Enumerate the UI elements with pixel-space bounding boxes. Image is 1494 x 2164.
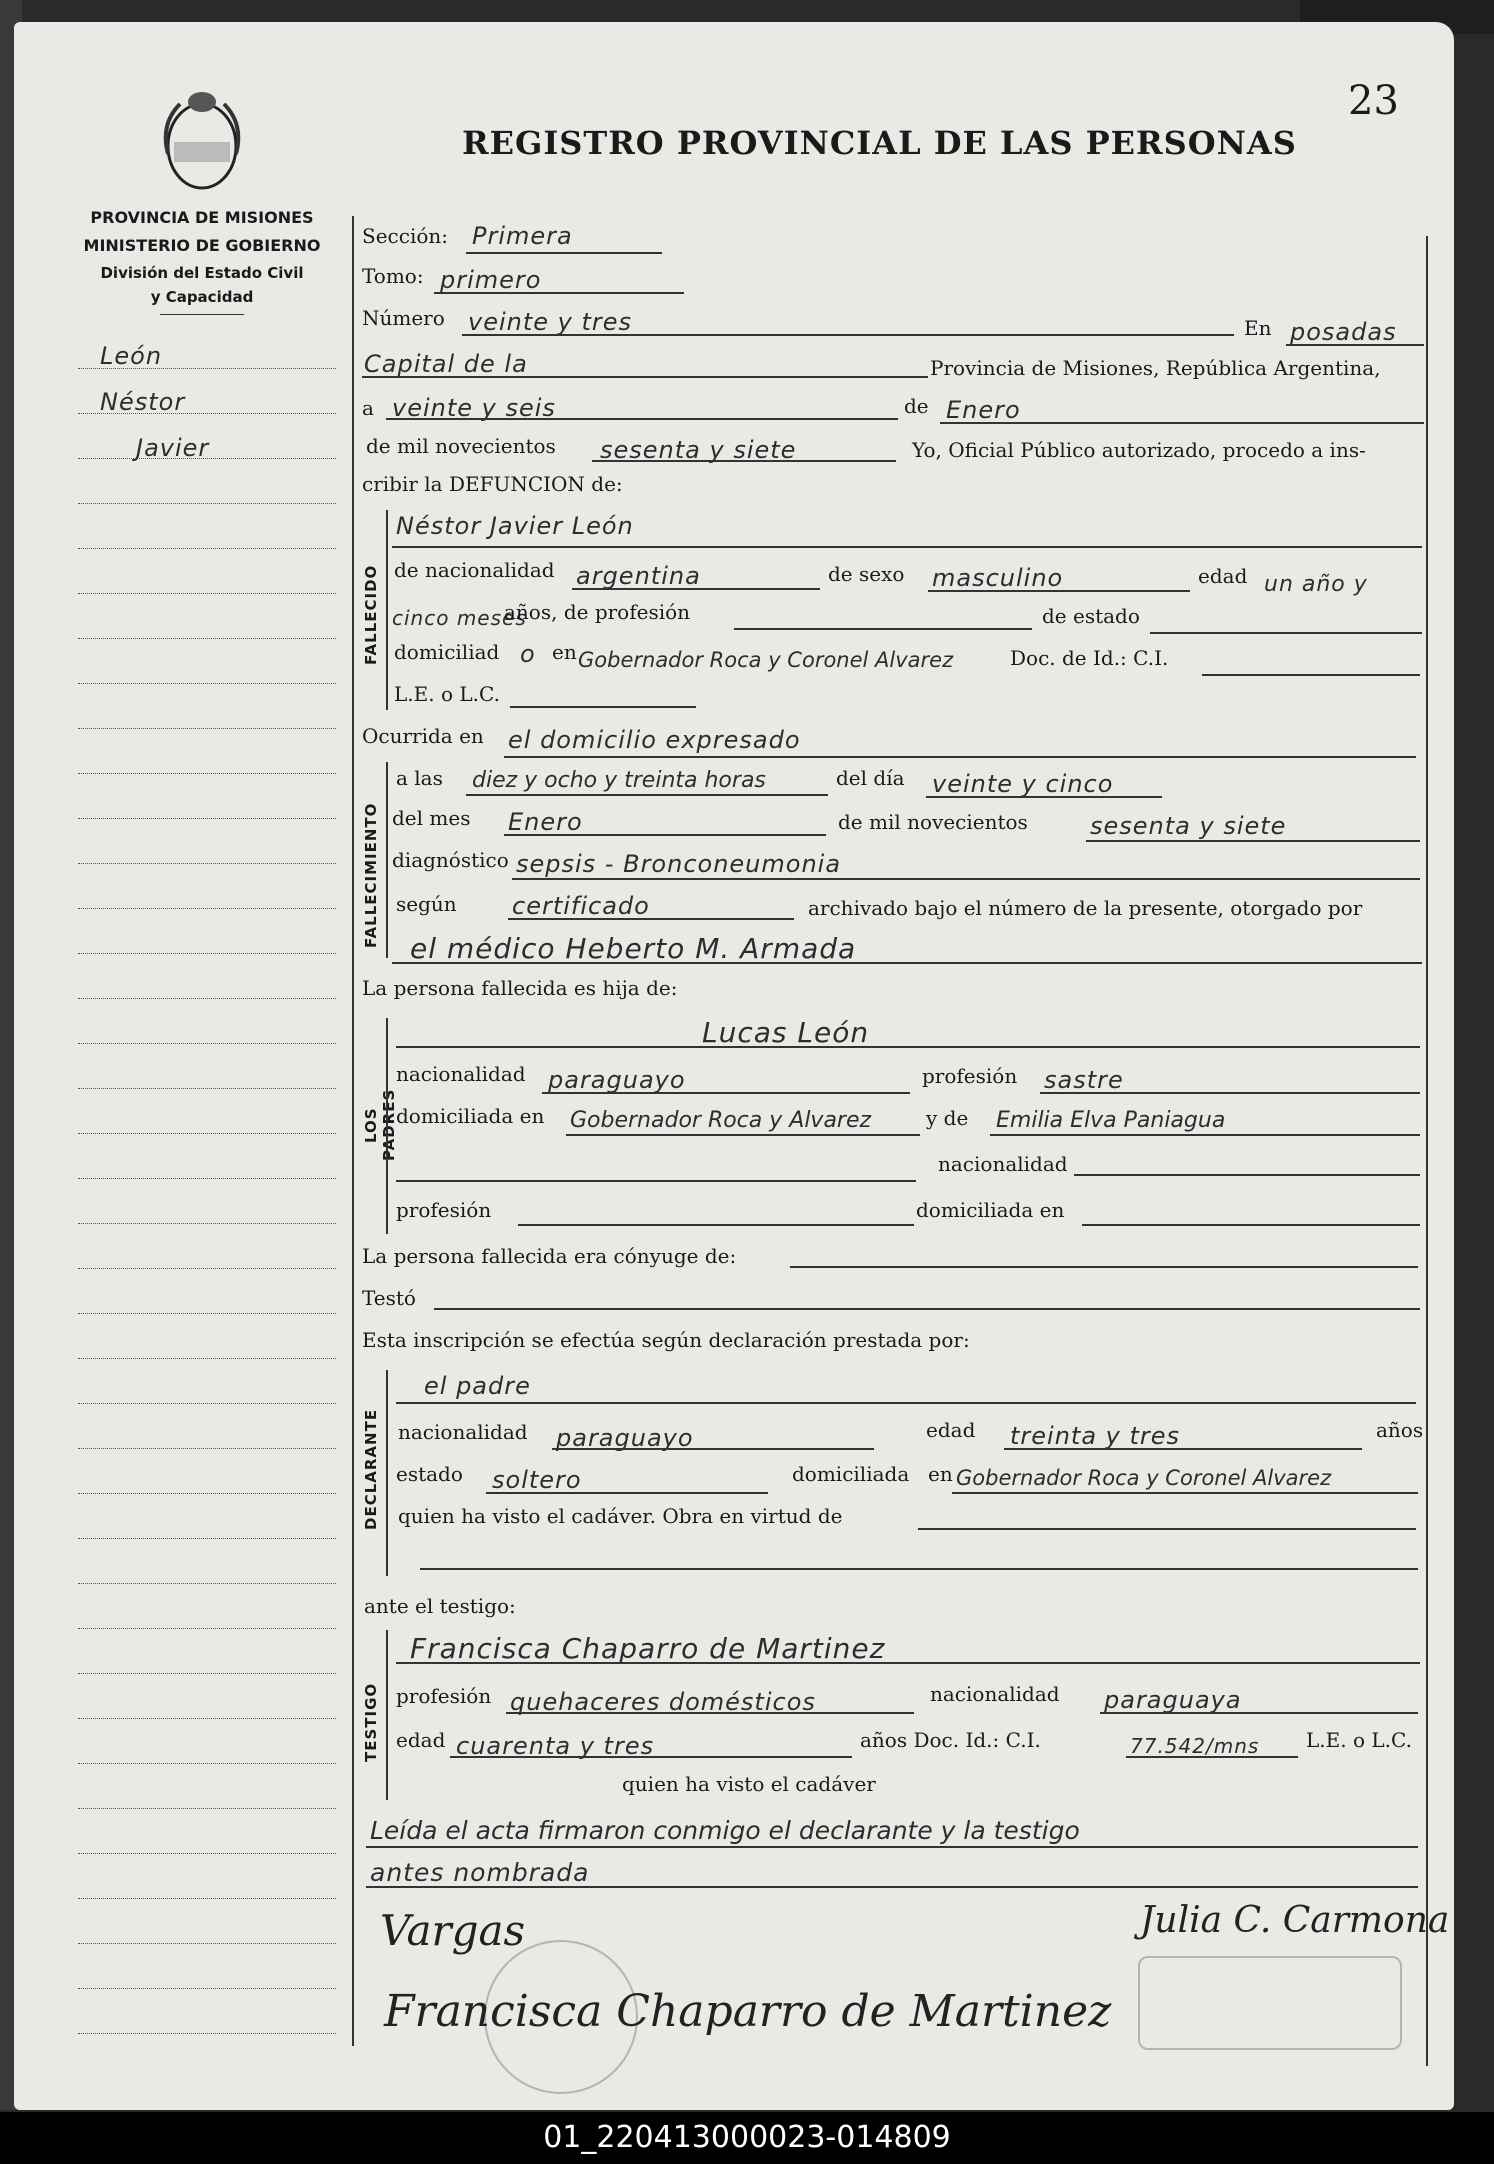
medico-line (392, 962, 1422, 964)
a-label: a (362, 396, 374, 420)
testigo-bar (386, 1630, 388, 1800)
margin-ruled-line (78, 1988, 336, 1989)
a-las-value: diez y ocho y treinta horas (472, 768, 766, 793)
declarante-blank-line (420, 1568, 1418, 1570)
de-label: de (904, 394, 929, 418)
testigo-nacionalidad-label: nacionalidad (930, 1682, 1060, 1706)
margin-ruled-line (78, 1808, 336, 1809)
fallecido-edad-value: un año y (1264, 572, 1368, 597)
diagnostico-label: diagnóstico (392, 848, 509, 872)
crest-line-4: y Capacidad (150, 288, 254, 306)
capital-line (362, 376, 928, 378)
a-value: veinte y seis (392, 394, 556, 422)
margin-divider (352, 216, 354, 2046)
padre-profesion-value: sastre (1044, 1066, 1124, 1094)
testigo-name-line (396, 1662, 1420, 1664)
page-title: REGISTRO PROVINCIAL DE LAS PERSONAS (462, 124, 1297, 162)
numero-label: Número (362, 306, 445, 330)
closing-line-2: antes nombrada (370, 1858, 590, 1887)
margin-ruled-line (78, 413, 336, 414)
margin-ruled-line (78, 1268, 336, 1269)
declarante-nacionalidad-value: paraguayo (556, 1424, 694, 1452)
conyuge-text: La persona fallecida era cónyuge de: (362, 1244, 737, 1268)
margin-ruled-line (78, 1403, 336, 1404)
testigo-visto-text: quien ha visto el cadáver (622, 1772, 876, 1796)
fallecido-doc-line (1202, 674, 1420, 676)
hija-text: La persona fallecida es hija de: (362, 976, 678, 1000)
signature-3: Francisca Chaparro de Martinez (384, 1986, 1112, 2037)
declarante-anos-label: años (1376, 1418, 1424, 1442)
madre-name: Emilia Elva Paniagua (996, 1108, 1226, 1133)
fallecido-doc-label: Doc. de Id.: C.I. (1010, 646, 1169, 670)
signature-2: Julia C. Carmona (1140, 1900, 1450, 1941)
margin-ruled-line (78, 1763, 336, 1764)
declarante-estado-value: soltero (492, 1466, 582, 1494)
mes-label: del mes (392, 806, 471, 830)
y-de-label: y de (926, 1106, 969, 1130)
fallecido-domicilio-en: en (552, 640, 577, 664)
margin-ruled-line (78, 503, 336, 504)
image-caption: 01_220413000023-014809 (0, 2112, 1494, 2164)
margin-ruled-line (78, 1358, 336, 1359)
crest-line-3: División del Estado Civil (100, 264, 304, 282)
de-value: Enero (946, 396, 1021, 424)
diagnostico-line (512, 878, 1420, 880)
ocurrida-label: Ocurrida en (362, 724, 484, 748)
margin-ruled-line (78, 1538, 336, 1539)
mes-value: Enero (508, 808, 583, 836)
madre-blank-line (396, 1180, 916, 1182)
declarante-visto-text: quien ha visto el cadáver. Obra en virtud de (398, 1504, 843, 1528)
fallecimiento-bar (386, 762, 388, 958)
crest-line-2: MINISTERIO DE GOBIERNO (83, 236, 321, 255)
madre-nacionalidad-line (1074, 1174, 1420, 1176)
madre-name-line (990, 1134, 1420, 1136)
margin-ruled-line (78, 1133, 336, 1134)
declarante-estado-label: estado (396, 1462, 463, 1486)
declarante-nacionalidad-line (552, 1448, 874, 1450)
tomo-line (434, 292, 684, 294)
fallecido-domicilio-value: Gobernador Roca y Coronel Alvarez (578, 648, 954, 672)
padre-domiciliada-value: Gobernador Roca y Alvarez (570, 1108, 872, 1133)
padre-name-line (396, 1046, 1420, 1048)
margin-name-1: León (100, 342, 163, 370)
oficial-text: Yo, Oficial Público autorizado, procedo a ins- (912, 438, 1366, 462)
margin-name-2: Néstor (100, 388, 186, 416)
fallecido-le-label: L.E. o L.C. (394, 682, 500, 706)
margin-ruled-line (78, 1043, 336, 1044)
ante-testigo-text: ante el testigo: (364, 1594, 516, 1618)
crest-line-1: PROVINCIA DE MISIONES (90, 208, 314, 227)
a-las-label: a las (396, 766, 443, 790)
madre-profesion-line (518, 1224, 914, 1226)
page-number: 23 (1348, 78, 1399, 124)
testigo-profesion-line (506, 1712, 914, 1714)
testigo-anos-doc-label: años Doc. Id.: C.I. (860, 1728, 1041, 1752)
declarante-virtud-line (918, 1528, 1416, 1530)
margin-ruled-line (78, 1448, 336, 1449)
inscribir-text: cribir la DEFUNCION de: (362, 472, 623, 496)
diagnostico-value: sepsis - Bronconeumonia (516, 850, 842, 878)
margin-ruled-line (78, 728, 336, 729)
fallecido-edad-label: edad (1198, 564, 1248, 588)
testo-label: Testó (362, 1286, 416, 1310)
ocurrida-line (504, 756, 1416, 758)
margin-ruled-line (78, 1313, 336, 1314)
padre-nacionalidad-line (542, 1092, 910, 1094)
mes-line (504, 834, 826, 836)
capital-value: Capital de la (364, 350, 528, 378)
de-line (940, 422, 1424, 424)
padre-domiciliada-line (566, 1134, 920, 1136)
tomo-label: Tomo: (362, 264, 424, 288)
a-line (386, 418, 898, 420)
fallecimiento-section-label: FALLECIMIENTO (362, 802, 380, 948)
margin-ruled-line (78, 863, 336, 864)
mil-label: de mil novecientos (366, 434, 556, 458)
margin-ruled-line (78, 1223, 336, 1224)
registry-stamp (1138, 1956, 1402, 2050)
fallecimiento-mil-value: sesenta y siete (1090, 812, 1287, 840)
fallecido-bar (386, 510, 388, 710)
padre-profesion-label: profesión (922, 1064, 1018, 1088)
en-value: posadas (1290, 318, 1397, 346)
margin-ruled-line (78, 953, 336, 954)
padre-domiciliada-label: domiciliada en (396, 1104, 545, 1128)
madre-profesion-label: profesión (396, 1198, 492, 1222)
declarante-domiciliada-value: Gobernador Roca y Coronel Alvarez (956, 1466, 1332, 1490)
closing-line-1: Leída el acta firmaron conmigo el declarante y la testigo (370, 1816, 1080, 1845)
margin-ruled-line (78, 548, 336, 549)
provincia-text: Provincia de Misiones, República Argentina, (930, 356, 1381, 380)
margin-ruled-line (78, 368, 336, 369)
margin-ruled-line (78, 1583, 336, 1584)
declarante-domiciliada-label: domiciliada (792, 1462, 910, 1486)
margin-ruled-line (78, 1718, 336, 1719)
padre-nacionalidad-value: paraguayo (548, 1066, 686, 1094)
seccion-line (466, 252, 662, 254)
testigo-name: Francisca Chaparro de Martinez (410, 1632, 886, 1665)
margin-ruled-line (78, 1853, 336, 1854)
declarante-section-label: DECLARANTE (362, 1408, 380, 1530)
padres-bar (386, 1018, 388, 1234)
fallecido-anos-label: años, de profesión (504, 600, 691, 624)
testigo-edad-value: cuarenta y tres (456, 1732, 655, 1760)
margin-ruled-line (78, 1943, 336, 1944)
fallecido-sexo-label: de sexo (828, 562, 905, 586)
segun-label: según (396, 892, 457, 916)
margin-ruled-line (78, 593, 336, 594)
fallecido-profesion-line (734, 628, 1032, 630)
fallecido-sexo-value: masculino (932, 564, 1064, 592)
madre-domiciliada-line (1082, 1224, 1420, 1226)
padres-section-label: LOS PADRES (362, 1088, 398, 1162)
testigo-profesion-value: quehaceres domésticos (510, 1688, 816, 1716)
closing-underline-2 (366, 1886, 1418, 1888)
declarante-edad-line (1004, 1448, 1362, 1450)
margin-ruled-line (78, 458, 336, 459)
declarante-estado-line (486, 1492, 768, 1494)
ocurrida-value: el domicilio expresado (508, 726, 801, 754)
testigo-edad-line (450, 1756, 852, 1758)
margin-ruled-line (78, 1493, 336, 1494)
margin-ruled-line (78, 2033, 336, 2034)
numero-value: veinte y tres (468, 308, 633, 336)
fallecimiento-mil-label: de mil novecientos (838, 810, 1028, 834)
en-label: En (1244, 316, 1272, 340)
fallecido-nacionalidad-label: de nacionalidad (394, 558, 555, 582)
margin-ruled-line (78, 1178, 336, 1179)
margin-ruled-line (78, 908, 336, 909)
fallecido-name: Néstor Javier León (396, 512, 634, 540)
medico-value: el médico Heberto M. Armada (410, 932, 857, 965)
fallecido-section-label: FALLECIDO (362, 564, 380, 666)
fallecido-le-line (510, 706, 696, 708)
declarante-name-line (396, 1402, 1416, 1404)
coat-of-arms-icon (160, 84, 244, 194)
margin-ruled-line (78, 998, 336, 999)
fallecido-domicilio-label: domiciliad (394, 640, 500, 664)
declarante-edad-value: treinta y tres (1010, 1422, 1181, 1450)
margin-ruled-line (78, 1088, 336, 1089)
fallecido-edad-value-2: cinco meses (392, 606, 527, 630)
mil-value: sesenta y siete (600, 436, 797, 464)
closing-underline-1 (366, 1846, 1418, 1848)
fallecido-domicilio-o: o (520, 640, 536, 668)
fallecimiento-mil-line (1086, 840, 1420, 842)
archivado-text: archivado bajo el número de la presente, otorgado por (808, 896, 1363, 920)
declarante-nacionalidad-label: nacionalidad (398, 1420, 528, 1444)
declarante-edad-label: edad (926, 1418, 976, 1442)
testigo-ci-line (1126, 1756, 1298, 1758)
fallecido-name-line (392, 546, 1422, 548)
fallecido-nacionalidad-line (572, 588, 820, 590)
declarante-domiciliada-line (952, 1492, 1418, 1494)
fallecido-estado-line (1150, 632, 1422, 634)
dia-label: del día (836, 766, 905, 790)
margin-ruled-line (78, 773, 336, 774)
conyuge-line (790, 1266, 1418, 1268)
dia-value: veinte y cinco (932, 770, 1114, 798)
fallecido-nacionalidad-value: argentina (576, 562, 701, 590)
a-las-line (466, 794, 828, 796)
testigo-edad-label: edad (396, 1728, 446, 1752)
right-border (1426, 236, 1428, 2066)
testigo-nacionalidad-value: paraguaya (1104, 1686, 1242, 1714)
fallecido-sexo-line (928, 590, 1190, 592)
declaracion-text: Esta inscripción se efectúa según declaración prestada por: (362, 1328, 970, 1352)
tomo-value: primero (440, 266, 542, 294)
testigo-profesion-label: profesión (396, 1684, 492, 1708)
testigo-nacionalidad-line (1100, 1712, 1418, 1714)
testigo-section-label: TESTIGO (362, 1682, 380, 1762)
declarante-bar (386, 1370, 388, 1576)
margin-ruled-line (78, 638, 336, 639)
padre-nacionalidad-label: nacionalidad (396, 1062, 526, 1086)
margin-ruled-line (78, 1628, 336, 1629)
segun-value: certificado (512, 892, 650, 920)
testigo-ci-value: 77.542/mns (1130, 1734, 1260, 1758)
madre-domiciliada-label: domiciliada en (916, 1198, 1065, 1222)
crest-underline (160, 314, 244, 315)
seccion-label: Sección: (362, 224, 448, 248)
margin-ruled-line (78, 683, 336, 684)
signature-1: Vargas (380, 1906, 526, 1955)
margin-ruled-line (78, 1898, 336, 1899)
fallecido-estado-label: de estado (1042, 604, 1140, 628)
dia-line (926, 796, 1162, 798)
testigo-le-label: L.E. o L.C. (1306, 1728, 1412, 1752)
segun-line (508, 918, 794, 920)
en-line (1286, 344, 1424, 346)
declarante-name: el padre (424, 1372, 531, 1400)
mil-line (592, 460, 896, 462)
margin-ruled-line (78, 818, 336, 819)
testo-line (434, 1308, 1420, 1310)
declarante-domiciliada-en: en (928, 1462, 953, 1486)
margin-ruled-line (78, 1673, 336, 1674)
seccion-value: Primera (472, 222, 573, 250)
margin-name-3: Javier (136, 434, 210, 462)
madre-nacionalidad-label: nacionalidad (938, 1152, 1068, 1176)
numero-line (462, 334, 1234, 336)
padre-profesion-line (1040, 1092, 1420, 1094)
padre-name: Lucas León (702, 1016, 870, 1049)
